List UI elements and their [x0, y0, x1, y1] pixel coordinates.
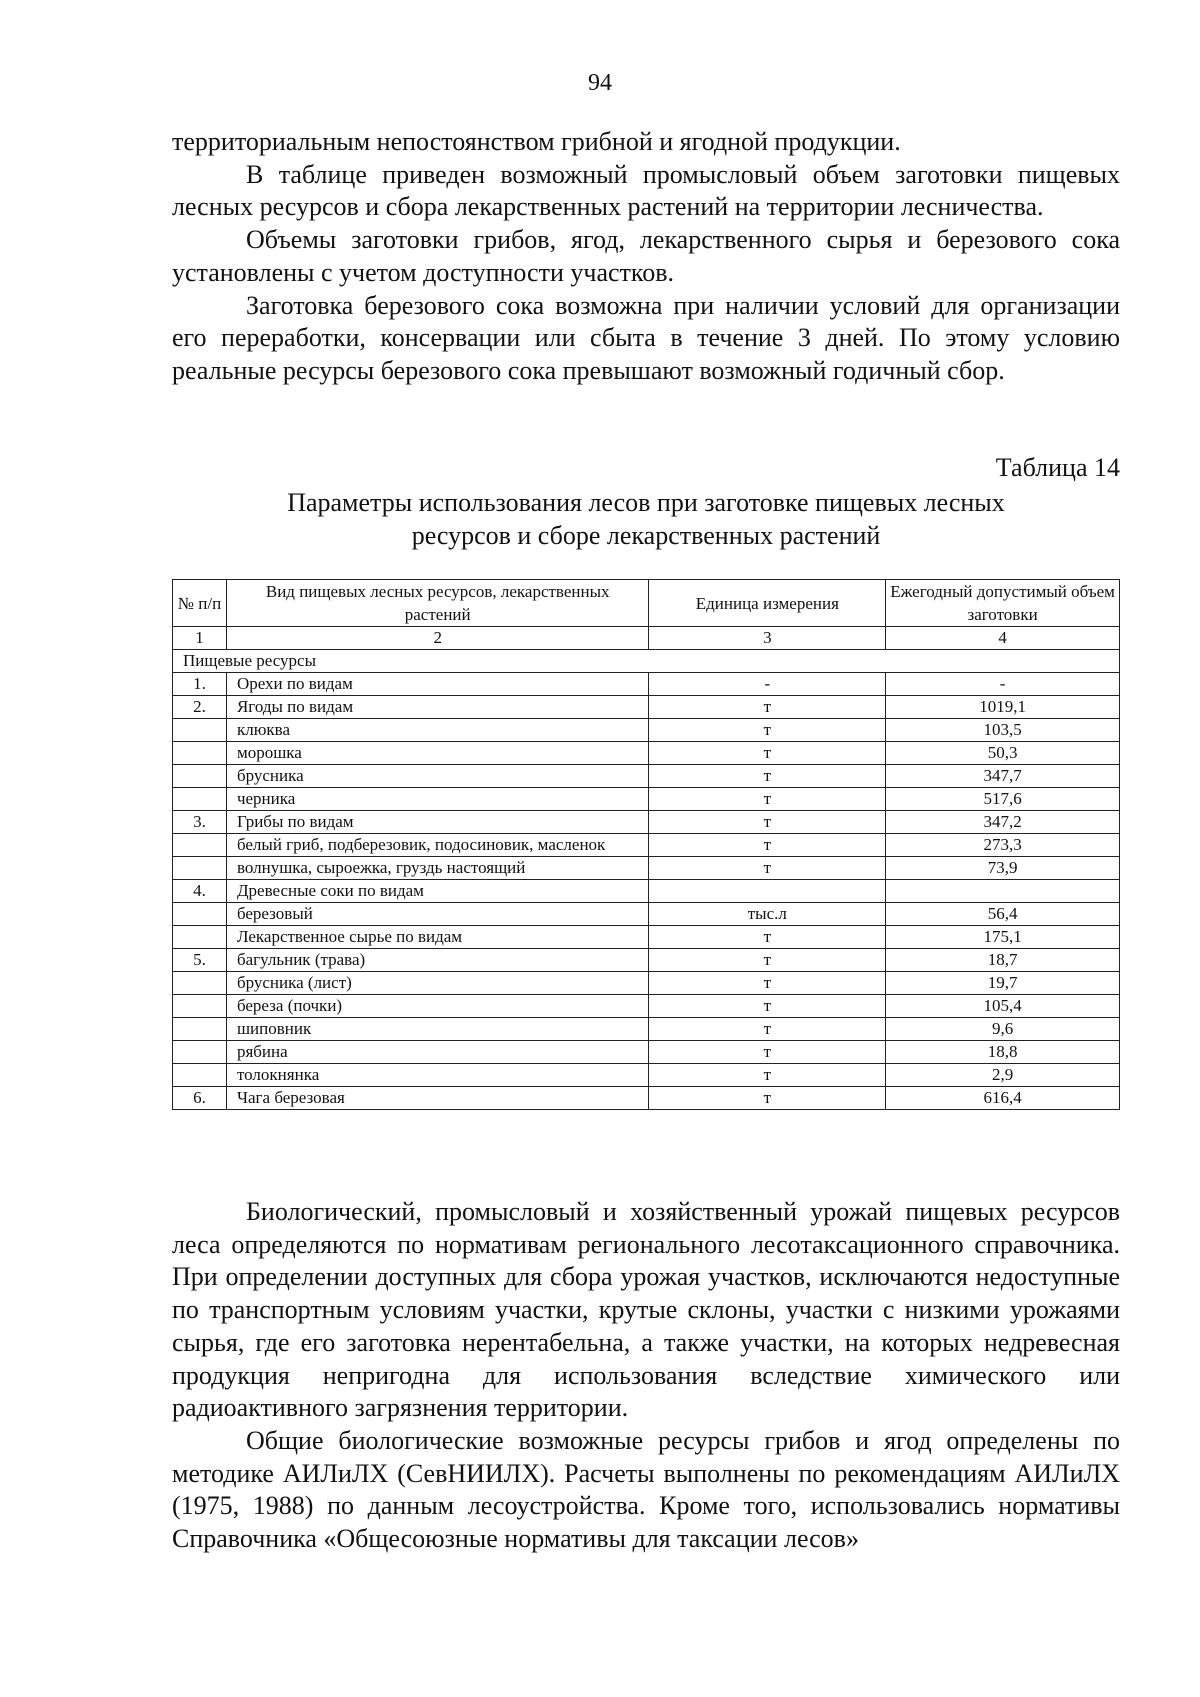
unit-cell: - — [649, 673, 886, 696]
page-number: 94 — [588, 70, 612, 96]
row-number-cell — [173, 834, 227, 857]
volume-cell: 347,7 — [886, 765, 1120, 788]
unit-cell: т — [649, 788, 886, 811]
unit-cell: т — [649, 742, 886, 765]
volume-cell: 2,9 — [886, 1064, 1120, 1087]
volume-cell: 1019,1 — [886, 696, 1120, 719]
table-row — [173, 834, 1120, 857]
intro-paragraph-table-reference: В таблице приведен возможный промысловый объем заготовки пищевых лесных ресурсов и сбора лекарственных растений на территории лесничества. — [172, 159, 1120, 222]
table-title-line-1: Параметры использования лесов при заготовке пищевых лесных — [287, 488, 1005, 517]
row-number-cell — [173, 1064, 227, 1087]
volume-cell — [886, 880, 1120, 903]
table-title — [240, 486, 1052, 552]
unit-cell: т — [649, 811, 886, 834]
table-section-row — [173, 650, 1120, 673]
unit-cell: т — [649, 1018, 886, 1041]
outro-paragraph-methodology: Общие биологические возможные ресурсы грибов и ягод определены по методике АИЛиЛХ (СевНИИЛХ). Расчеты выполнены по рекомендациям АИЛиЛХ (1975, 1988) по данным лесоустройства. Кроме того, использовались нормативы Справочника «Общесоюзные нормативы для таксации лесов» — [172, 1425, 1120, 1554]
table-row — [173, 811, 1120, 834]
header-annual-volume: Ежегодный допустимый объем заготовки — [886, 580, 1120, 627]
table-row — [173, 1064, 1120, 1087]
row-number-cell: 1. — [173, 673, 227, 696]
intro-text — [172, 126, 1120, 388]
table-row — [173, 880, 1120, 903]
resource-name-cell: морошка — [226, 742, 649, 765]
volume-cell: 19,7 — [886, 972, 1120, 995]
unit-cell: т — [649, 696, 886, 719]
row-number-cell — [173, 857, 227, 880]
resource-name-cell: Орехи по видам — [226, 673, 649, 696]
row-number-cell: 3. — [173, 811, 227, 834]
unit-cell: т — [649, 857, 886, 880]
resource-name-cell: рябина — [226, 1041, 649, 1064]
volume-cell: 9,6 — [886, 1018, 1120, 1041]
unit-cell: т — [649, 1087, 886, 1110]
table-row — [173, 857, 1120, 880]
unit-cell: тыс.л — [649, 903, 886, 926]
unit-cell: т — [649, 719, 886, 742]
volume-cell: 273,3 — [886, 834, 1120, 857]
table-row — [173, 972, 1120, 995]
row-number-cell — [173, 1041, 227, 1064]
row-number-cell — [173, 926, 227, 949]
resource-name-cell: березовый — [226, 903, 649, 926]
column-number-4: 4 — [886, 627, 1120, 650]
table-title-line-2: ресурсов и сборе лекарственных растений — [411, 521, 881, 550]
resource-name-cell: береза (почки) — [226, 995, 649, 1018]
header-resource-type: Вид пищевых лесных ресурсов, лекарственных растений — [226, 580, 649, 627]
column-number-1: 1 — [173, 627, 227, 650]
table-row — [173, 673, 1120, 696]
volume-cell: 50,3 — [886, 742, 1120, 765]
intro-paragraph-continuation: территориальным непостоянством грибной и ягодной продукции. — [172, 127, 901, 156]
volume-cell: 616,4 — [886, 1087, 1120, 1110]
unit-cell — [649, 880, 886, 903]
resource-name-cell: брусника — [226, 765, 649, 788]
unit-cell: т — [649, 1064, 886, 1087]
volume-cell: 56,4 — [886, 903, 1120, 926]
table-row — [173, 788, 1120, 811]
volume-cell: 18,7 — [886, 949, 1120, 972]
table-row — [173, 1041, 1120, 1064]
column-number-3: 3 — [649, 627, 886, 650]
table-caption: Таблица 14 — [995, 453, 1120, 482]
table-row — [173, 696, 1120, 719]
row-number-cell: 2. — [173, 696, 227, 719]
table-row — [173, 949, 1120, 972]
resource-name-cell: Чага березовая — [226, 1087, 649, 1110]
volume-cell: 73,9 — [886, 857, 1120, 880]
row-number-cell — [173, 788, 227, 811]
resource-name-cell: Ягоды по видам — [226, 696, 649, 719]
resource-name-cell: Древесные соки по видам — [226, 880, 649, 903]
table-column-numbers-row — [173, 627, 1120, 650]
section-label: Пищевые ресурсы — [173, 650, 1120, 673]
volume-cell: 517,6 — [886, 788, 1120, 811]
row-number-cell: 6. — [173, 1087, 227, 1110]
unit-cell: т — [649, 1041, 886, 1064]
volume-cell: 175,1 — [886, 926, 1120, 949]
volume-cell: - — [886, 673, 1120, 696]
table-row — [173, 1087, 1120, 1110]
table-row — [173, 742, 1120, 765]
volume-cell: 18,8 — [886, 1041, 1120, 1064]
table-row — [173, 926, 1120, 949]
resource-name-cell: белый гриб, подберезовик, подосиновик, масленок — [226, 834, 649, 857]
resource-name-cell: толокнянка — [226, 1064, 649, 1087]
table-row — [173, 1018, 1120, 1041]
resource-name-cell: брусника (лист) — [226, 972, 649, 995]
unit-cell: т — [649, 834, 886, 857]
table-header-row — [173, 580, 1120, 627]
intro-paragraph-birch-sap: Заготовка березового сока возможна при наличии условий для организации его переработки, консервации или сбыта в течение 3 дней. По этому условию реальные ресурсы березового сока превышают возможный годичный сбор. — [172, 290, 1120, 385]
column-number-2: 2 — [226, 627, 649, 650]
resource-name-cell: багульник (трава) — [226, 949, 649, 972]
resource-name-cell: черника — [226, 788, 649, 811]
unit-cell: т — [649, 926, 886, 949]
unit-cell: т — [649, 995, 886, 1018]
resource-name-cell: клюква — [226, 719, 649, 742]
unit-cell: т — [649, 765, 886, 788]
resources-table — [172, 579, 1120, 1110]
unit-cell: т — [649, 949, 886, 972]
outro-paragraph-yield-norms: Биологический, промысловый и хозяйственный урожай пищевых ресурсов леса определяются по нормативам регионального лесотаксационного справочника. При определении доступных для сбора урожая участков, исключаются недоступные по транспортным условиям участки, крутые склоны, участки с низкими урожаями сырья, где его заготовка нерентабельна, а также участки, на которых недревесная продукция непригодна для использования вследствие химического или радиоактивного загрязнения территории. — [172, 1197, 1120, 1423]
row-number-cell — [173, 719, 227, 742]
resource-name-cell: шиповник — [226, 1018, 649, 1041]
header-unit: Единица измерения — [649, 580, 886, 627]
unit-cell: т — [649, 972, 886, 995]
volume-cell: 103,5 — [886, 719, 1120, 742]
row-number-cell — [173, 995, 227, 1018]
header-number: № п/п — [173, 580, 227, 627]
row-number-cell: 5. — [173, 949, 227, 972]
intro-paragraph-harvest-volumes: Объемы заготовки грибов, ягод, лекарственного сырья и березового сока установлены с учетом доступности участков. — [172, 225, 1120, 287]
row-number-cell — [173, 972, 227, 995]
volume-cell: 347,2 — [886, 811, 1120, 834]
row-number-cell: 4. — [173, 880, 227, 903]
table-row — [173, 765, 1120, 788]
resource-name-cell: Грибы по видам — [226, 811, 649, 834]
outro-text — [172, 1196, 1120, 1556]
table-row — [173, 903, 1120, 926]
row-number-cell — [173, 765, 227, 788]
volume-cell: 105,4 — [886, 995, 1120, 1018]
table-row — [173, 719, 1120, 742]
table-row — [173, 995, 1120, 1018]
row-number-cell — [173, 742, 227, 765]
row-number-cell — [173, 903, 227, 926]
resource-name-cell: Лекарственное сырье по видам — [226, 926, 649, 949]
row-number-cell — [173, 1018, 227, 1041]
resource-name-cell: волнушка, сыроежка, груздь настоящий — [226, 857, 649, 880]
